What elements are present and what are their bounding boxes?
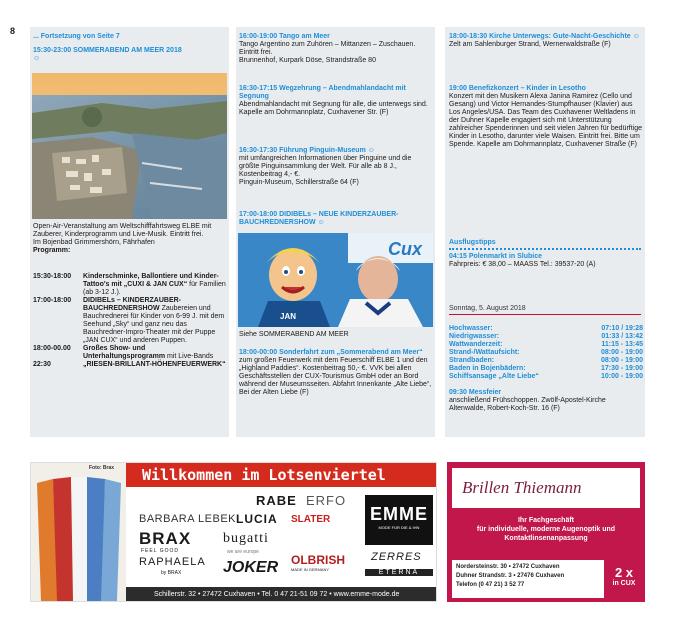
program-row: 22:30 „RIESEN-BRILLANT-HÖHENFEUERWERK“ <box>33 361 226 368</box>
ad2-address: Nordersteinstr. 30 • 27472 Cuxhaven Duhner Strandstr. 3 • 27476 Cuxhaven Telefon (0 47 21) 3 52 77 <box>452 560 604 598</box>
brand-erfo: ERFO <box>306 493 347 508</box>
thiemann-logo-box <box>452 468 640 508</box>
brand-joker: JOKER <box>223 559 279 576</box>
brand-brax-sub: FEEL GOOD <box>141 548 179 554</box>
tide-row: Strand-/Wattaufsicht: 08:00 - 19:00 <box>449 349 643 356</box>
column-2 <box>236 27 435 437</box>
event-wegzehrung: 16:30-17:15 Wegzehrung – Abendmahlandacht mit Segnung Abendmahlandacht mit Segnung für alle, die unterwegs sind. Kapelle am Dohrmannplatz, Cuxhavener Str. (F) <box>239 85 428 116</box>
event-tango: 16:00-19:00 Tango am Meer Tango Argentino zum Zuhören – Mittanzen – Zuschauen. Eintritt frei. Brunnenhof, Kurpark Döse, Strandstraße 80 <box>239 33 416 64</box>
event-title: 15:30-23:00 SOMMERABEND AM MEER 2018 ☺ <box>33 47 182 62</box>
program-row: 15:30-18:00 Kinderschminke, Ballontiere und Kinder-Tattoo's mit „CUXI & JAN CUX“ für Familien (ab 3-12 J.). <box>33 273 226 296</box>
ventriloquist-photo <box>238 233 433 327</box>
event-sonderfahrt: 18:00-00:00 Sonderfahrt zum „Sommerabend am Meer“ zum großen Feuerwerk mit dem Feuerschiff ELBE 1 und den „Highland Paddies“. Kostenbeitrag 50,- €. VVK bei allen Geschäftsstellen der CUX-Tourismus GmbH oder an Bord während der Museumsseiten. Abfahrt Innenkante „Alte Liebe“, Bei der Alten Liebe (F) <box>239 349 432 396</box>
tide-row: Baden in Bojenbädern: 17:30 - 19:00 <box>449 365 643 372</box>
trips-section: Ausflugstipps 04:15 Polenmarkt in Slubice Fahrpreis: € 38,00 – MAASS Tel.: 39537-20 (A) <box>449 239 641 269</box>
emme-mode-ad <box>30 462 437 602</box>
continued-note: ... Fortsetzung von Seite 7 <box>33 33 120 40</box>
svg-text:JAN: JAN <box>280 312 297 321</box>
event-gute-nacht: 18:00-18:30 Kirche Unterwegs: Gute-Nacht-Geschichte ☺ Zelt am Sahlenburger Strand, Wernerwaldstraße (F) <box>449 33 640 48</box>
emme-logo: EMME MODE FÜR DIE & IHN <box>365 495 433 545</box>
thiemann-logo: Brillen Thiemann <box>462 478 582 497</box>
photo-credit: Foto: Brax <box>89 465 114 471</box>
column-1 <box>30 27 229 437</box>
thiemann-optik-ad <box>447 462 645 602</box>
sunday-section <box>449 305 641 315</box>
tide-row: Schiffsansage „Alte Liebe“ 10:00 - 19:00 <box>449 373 643 380</box>
brand-bugatti-sub: we are europe <box>227 549 259 555</box>
harbor-aerial-photo <box>32 73 227 219</box>
svg-text:Cux: Cux <box>388 239 423 259</box>
brand-barbara-lebek: BARBARA LEBEK <box>139 513 236 525</box>
brand-olbrish: OLBRISH <box>291 553 345 567</box>
ad2-badge: 2 x in CUX <box>612 565 636 587</box>
event-benefiz: 19:00 Benefizkonzert – Kinder in Lesotho Konzert mit den Musikern Alexa Janina Ramirez (Cello und Gesang) und Victor Hernandes-Stumpfhauser (Klavier) aus Los Angeles/USA. Das Team des Cuxhavener Weltladens in der Duhner Kapelle engagiert sich mit Unterstützung zahlreicher Spenderinnen und seit vielen Jahren für bedürftige Kinder in Lesotho, darunter viele Waisen. Eintritt frei. Bitte um Spende. Kapelle am Dohrmannplatz, Cuxhavener Straße (F) <box>449 85 643 148</box>
brand-eterna: ETERNA <box>365 569 433 576</box>
page-number: 8 <box>10 26 16 36</box>
brand-brax: BRAX <box>139 529 192 548</box>
event-pinguin: 16:30-17:30 Führung Pinguin-Museum ☺ mit umfangreichen Informationen über Pinguine und die größte Pinguinsammlung der Welt. Für alle ab 8 J., Kostenbeitrag 4,- €. Pinguin-Museum, Schillerstraße 64 (F) <box>239 147 412 186</box>
brand-raphaela-sub: by BRAX <box>161 570 182 576</box>
brand-rabe: RABE <box>256 493 297 508</box>
program-row: 18:00-00.00 Großes Show- und Unterhaltungsprogramm mit Live-Bands <box>33 345 214 360</box>
brand-slater: SLATER <box>291 514 331 525</box>
program-table <box>33 273 227 369</box>
photo-caption: Siehe SOMMERABEND AM MEER <box>239 331 349 338</box>
brand-zerres: ZERRES <box>371 551 422 563</box>
column-3 <box>445 27 645 437</box>
jeans-photo <box>31 463 126 602</box>
brand-olbrish-sub: MADE IN GERMANY <box>291 567 330 572</box>
event-messfeier: 09:30 Messfeier anschließend Frühschoppen. Zwölf-Apostel-Kirche Altenwalde, Robert-Koch-Str. 16 (F) <box>449 389 606 412</box>
tide-row: Strandbaden: 08:00 - 19:00 <box>449 357 643 364</box>
ad2-tagline: Ihr Fachgeschäft für individuelle, moderne Augenoptik und Kontaktlinsenanpassung <box>476 517 616 542</box>
brand-logos <box>131 491 361 587</box>
ad-banner: Willkommen im Lotsenviertel <box>126 463 437 487</box>
tide-table <box>449 325 643 381</box>
tide-row: Wattwanderzeit: 11:15 - 13:45 <box>449 341 643 348</box>
tide-row: Hochwasser: 07:10 / 19:28 <box>449 325 643 332</box>
brand-lucia: LUCIA <box>236 512 278 526</box>
tide-row: Niedrigwasser: 01:33 / 13:42 <box>449 333 643 340</box>
event-didibel: 17:00-18:00 DIDIBELs – NEUE KINDERZAUBER-BAUCHREDNERSHOW ☺ <box>239 211 399 226</box>
brand-raphaela: RAPHAELA <box>139 556 206 568</box>
ad-footer: Schillerstr. 32 • 27472 Cuxhaven • Tel. 0 47 21-51 09 72 • www.emme-mode.de <box>126 587 437 602</box>
brand-bugatti: bugatti <box>223 531 269 546</box>
trips-heading: Ausflugstipps <box>449 239 641 250</box>
date-heading: Sonntag, 5. August 2018 <box>449 305 641 315</box>
program-row: 17:00-18:00 DIDIBELs – KINDERZAUBER-BAUCHREDNERSHOW Zaubereien und Bauchrednerei für Kinder von 6-99 J. mit dem Seehund „Sky“ und ganz neu das Bauchredner-Impro-Theater mit der Puppe „JAN CUX“ und anderen Puppen. <box>33 297 225 344</box>
event-intro: Open-Air-Veranstaltung am Weltschifffahrtsweg ELBE mit Zauberer, Kinderprogramm und Live-Musik. Eintritt frei. Im Bojenbad Grimmershörn, Fährhafen Programm: <box>33 223 212 254</box>
